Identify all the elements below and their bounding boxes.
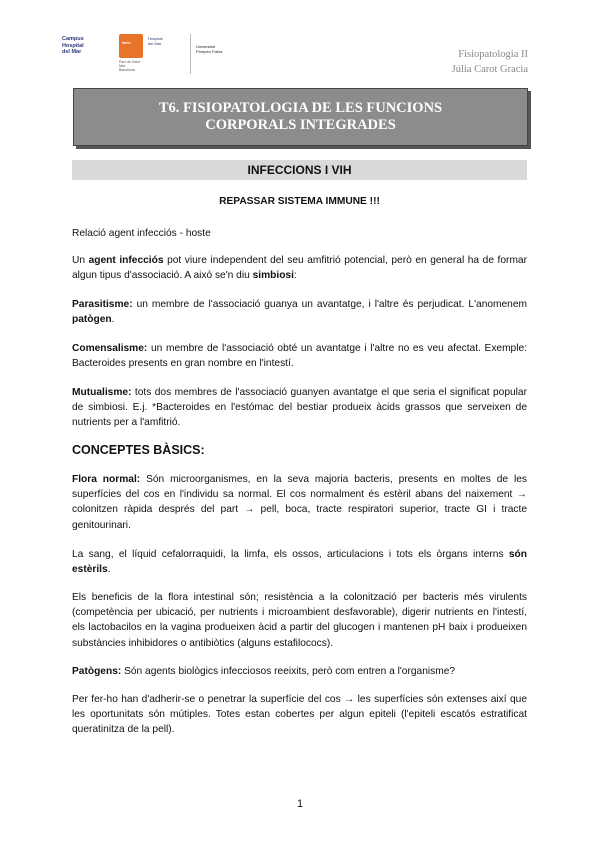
subtitle: REPASSAR SISTEMA IMMUNE !!! (219, 196, 380, 207)
paragraph-sterile: La sang, el líquid cefalorraquidi, la limfa, els ossos, articulacions i tots els òrgans interns són estèrils. (72, 549, 527, 576)
logo-divider (190, 34, 191, 74)
paragraph-normal-flora: Flora normal: Són microorganismes, en la seva majoria bacteris, presents en moltes de les superfícies del cos en l'individu sa normal. El cos normalment és estèril abans del naixement → colonitzen ràpida després del part → pell, boca, tracte respiratori superior, tracte GI i tracte genitourinari. (72, 474, 527, 531)
subject-name: Fisiopatologia II (458, 49, 528, 60)
paragraph-parasitism: Parasitisme: un membre de l'associació guanya un avantatge, i l'altre és perjudicat. L'anomenem patògen. (72, 299, 527, 326)
paragraph-entry: Per fer-ho han d'adherir-se o penetrar la superfície del cos → les superfícies són extenses així que les oportunitats són mútiples. Totes estan cobertes per algun epiteli (l'epiteli escatós estratificat queratinitza de la pell). (72, 694, 527, 736)
imim-logo: imim (119, 34, 143, 58)
paragraph-relation: Relació agent infecciós - hoste (72, 228, 211, 239)
paragraph-mutualism: Mutualisme: tots dos membres de l'associació guanyen avantatge el que seria el significat popular de simbiosi. E.j. *Bacteroides en l'estómac del bestiar produeix àcids grassos que serveixen de nutrients per a l'amfitrió. (72, 387, 527, 429)
document-title-box (73, 88, 528, 146)
paragraph-pathogens: Patògens: Són agents biològics infecciosos reeixits, però com entren a l'organisme? (72, 666, 456, 677)
basic-concepts-heading: CONCEPTES BÀSICS: (72, 443, 205, 457)
hospital-mar-logo: Hospital del Mar (148, 36, 163, 46)
upf-logo: Universitat Pompeu Fabra (196, 44, 223, 54)
paragraph-commensalism: Comensalisme: un membre de l'associació obté un avantatge i l'altre no es veu afectat. Exemple: Bacteroides presents en gran nombre en l'intestí. (72, 343, 527, 370)
parc-salut-logo: Parc de Salut Mar Barcelona (119, 60, 141, 72)
section-heading: INFECCIONS I VIH (72, 160, 527, 180)
paragraph-agent: Un agent infecciós pot viure independent del seu amfitrió potencial, però en general ha de formar algun tipus d'associació. A això se'n diu simbiosi: (72, 255, 527, 282)
page-number: 1 (296, 798, 304, 810)
header-info (452, 47, 528, 77)
paragraph-benefits: Els beneficis de la flora intestinal són; resistència a la colonització per bacteris més virulents (competència per ubicació, per nutrients i microambient desfavorable), digerir nutrients en l'intestí, els lactobacilos en la vagina produeixen àcid a partir del glucogen i mantenen pH baix i produeixen substàncies inhibidores o antibiòtics (alguns estafilococs). (72, 592, 527, 649)
campus-logo: Campus Hospital del Mar (62, 36, 84, 55)
document-title: T6. FISIOPATOLOGIA DE LES FUNCIONS CORPORALS INTEGRADES (158, 100, 443, 133)
author-name: Júlia Carot Gracia (451, 64, 528, 75)
